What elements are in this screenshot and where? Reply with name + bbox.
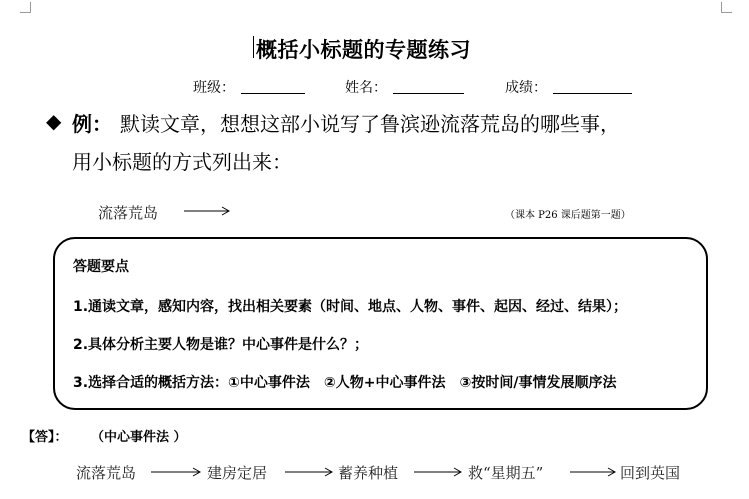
document-title[interactable]: 概括小标题的专题练习: [256, 38, 471, 62]
arrow-right-icon: [414, 466, 464, 478]
exercise-start-item: 流落荒岛: [98, 204, 159, 222]
answer-step-4: 救“星期五”: [468, 464, 544, 482]
answer-step-3: 蓄养种植: [338, 464, 399, 482]
page-corner-mark-right: [721, 2, 732, 13]
textbook-reference-note: （课本 P26 课后题第一题）: [505, 210, 631, 221]
score-field-blank[interactable]: [553, 93, 632, 94]
tips-heading: 答题要点: [73, 259, 129, 275]
arrow-right-icon: [151, 466, 203, 478]
example-question-line-2: 用小标题的方式列出来：: [72, 150, 292, 174]
example-question-line-1: 默读文章，想想这部小说写了鲁滨逊流落荒岛的哪些事，: [120, 112, 620, 136]
tip-item-3: 3.选择合适的概括方法：①中心事件法 ②人物+中心事件法 ③按时间/事情发展顺序法: [73, 375, 617, 391]
diamond-bullet-icon: ◆: [46, 109, 62, 133]
answer-method: （中心事件法 ）: [91, 430, 187, 445]
tip-item-2: 2.具体分析主要人物是谁？中心事件是什么？；: [73, 337, 369, 353]
answer-step-2: 建房定居: [207, 464, 268, 482]
score-field-label: 成绩：: [505, 80, 547, 96]
tip-item-1: 1.通读文章，感知内容，找出相关要素（时间、地点、人物、事件、起因、经过、结果）；: [73, 299, 628, 315]
arrow-right-icon: [570, 466, 618, 478]
arrow-right-icon: [184, 205, 232, 217]
answer-step-1: 流落荒岛: [76, 464, 137, 482]
class-field-label: 班级：: [193, 80, 235, 96]
text-cursor: [253, 36, 254, 58]
class-field-blank[interactable]: [241, 93, 305, 94]
example-label: 例：: [72, 112, 112, 136]
name-field-blank[interactable]: [393, 93, 464, 94]
arrow-right-icon: [285, 466, 335, 478]
answer-step-5: 回到英国: [620, 464, 681, 482]
answer-label: 【答】：: [22, 430, 68, 445]
name-field-label: 姓名：: [345, 80, 387, 96]
page-corner-mark-left: [20, 2, 31, 13]
